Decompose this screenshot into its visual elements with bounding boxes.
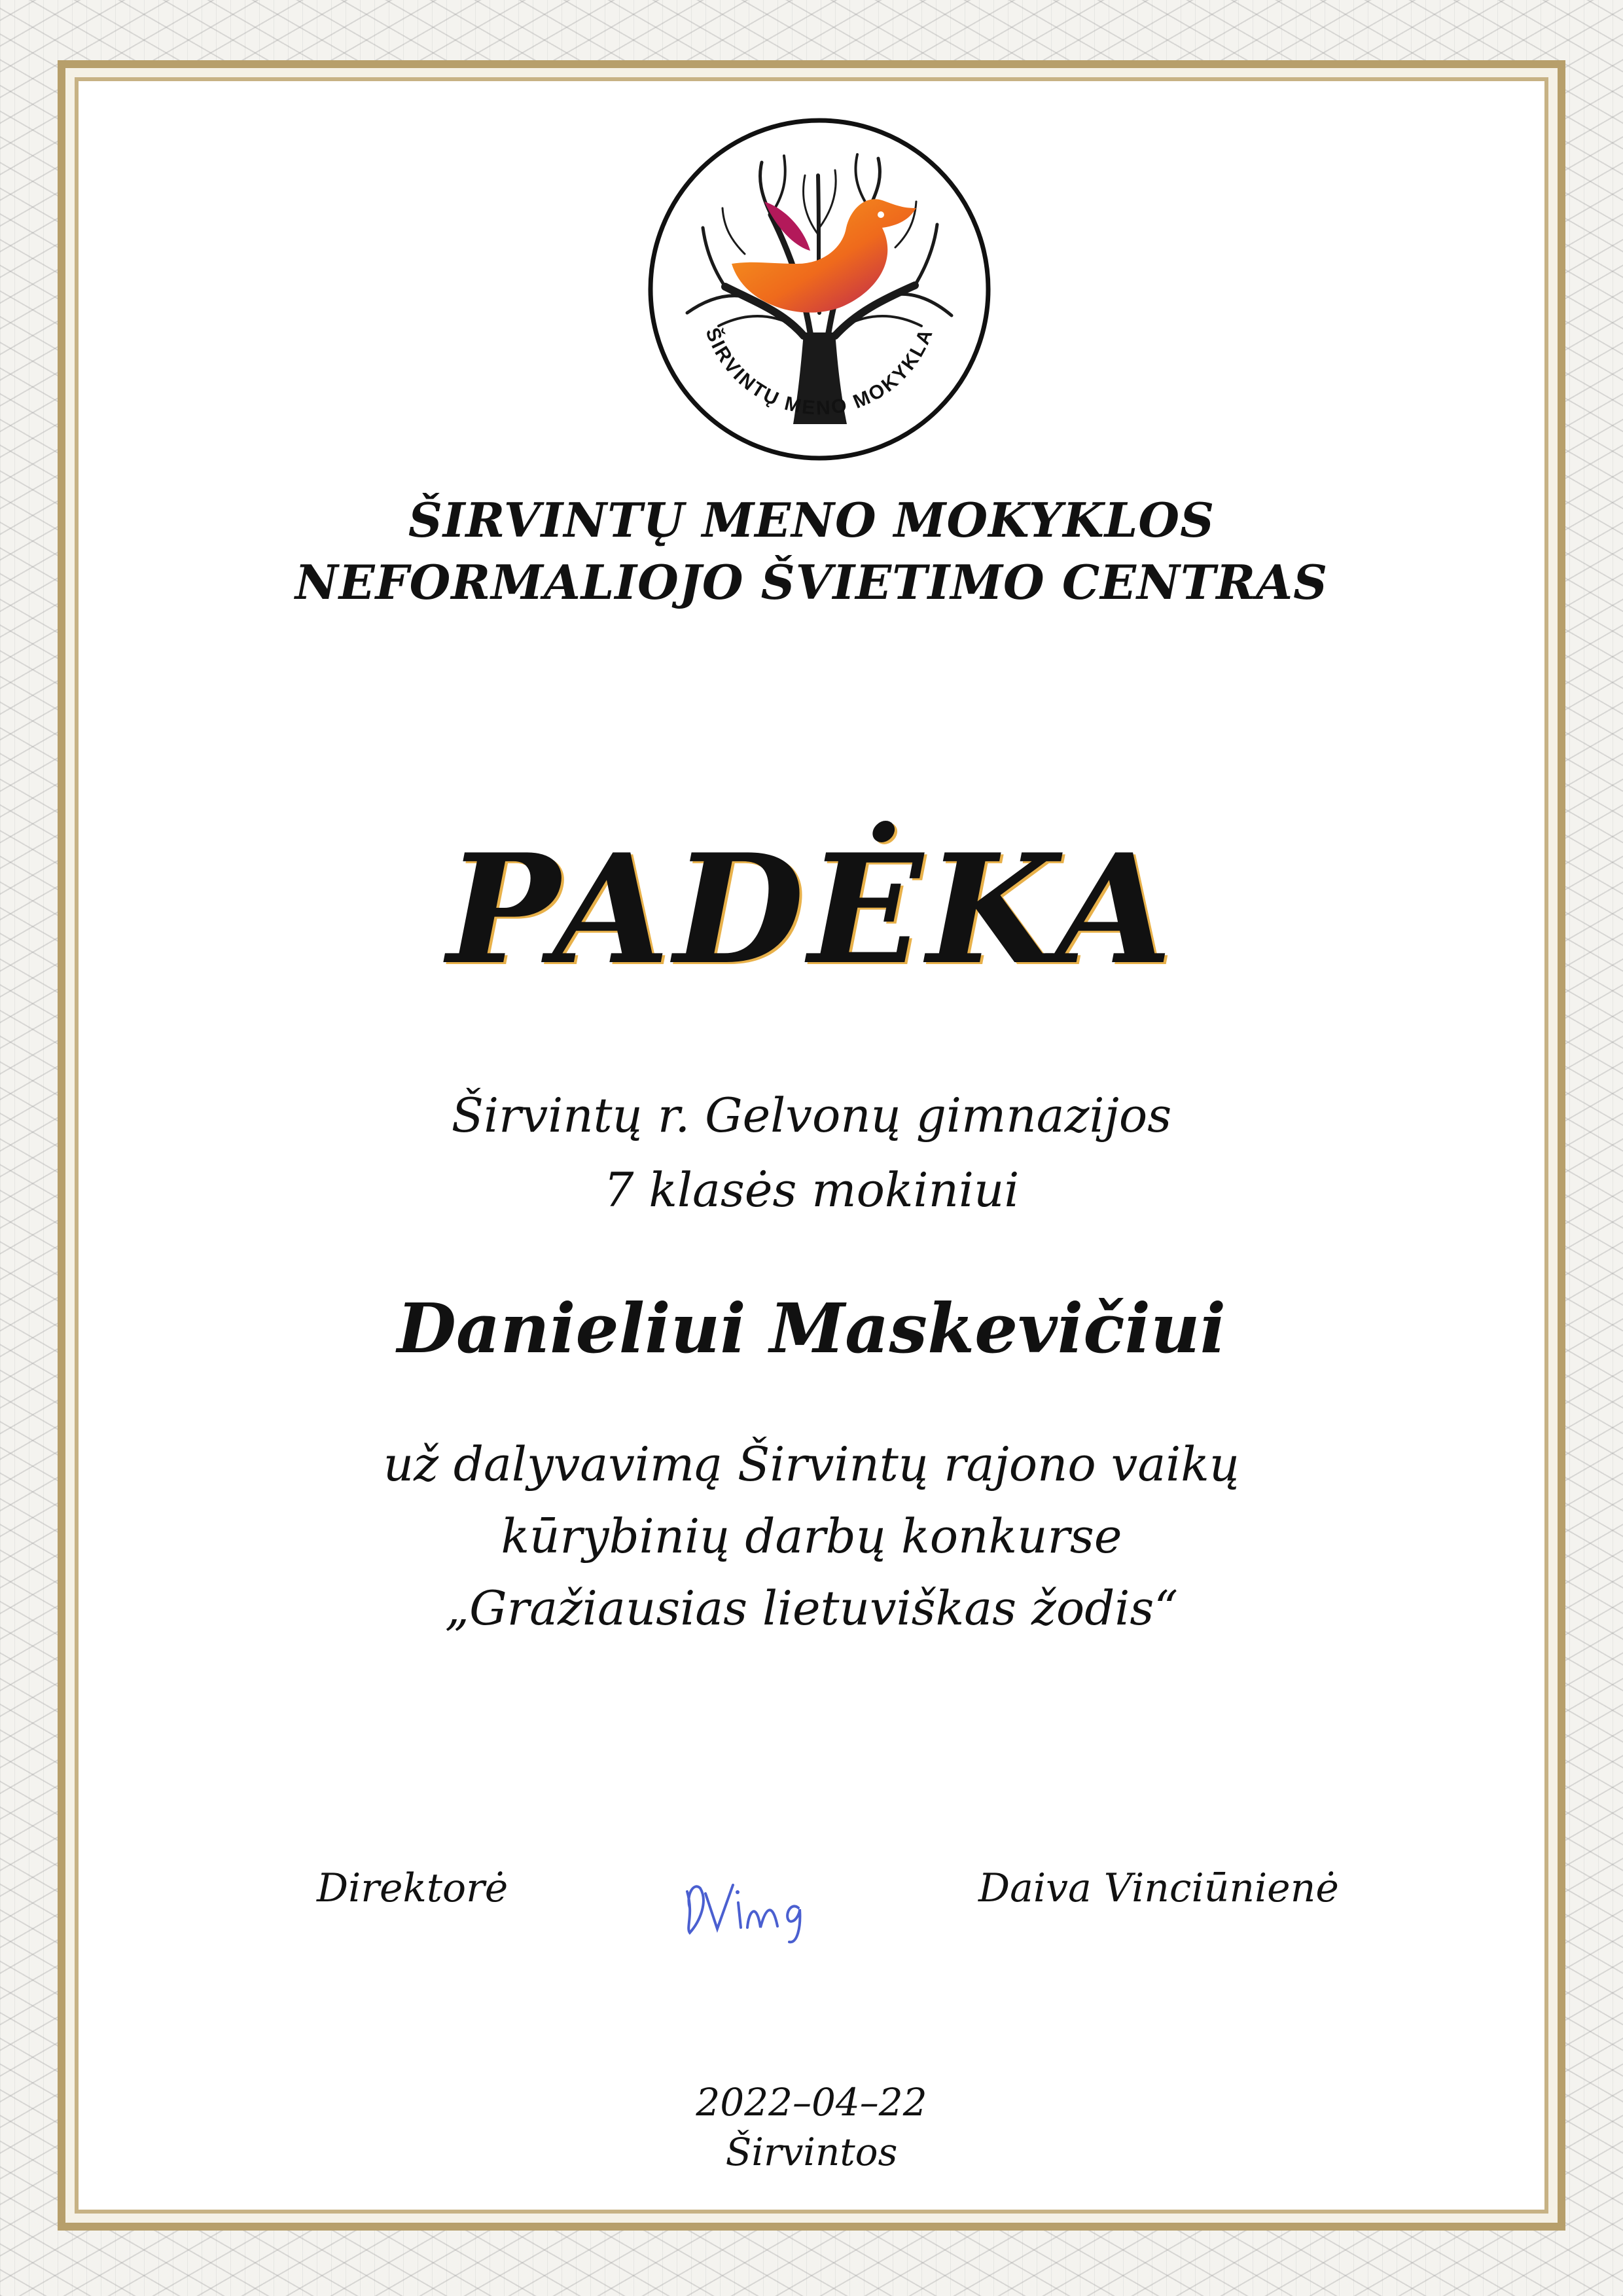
recipient-class: 7 klasės mokiniui [603,1162,1020,1217]
institution-line-1: ŠIRVINTŲ MENO MOKYKLOS [408,492,1215,548]
document-place: Širvintos [725,2130,898,2174]
institution-line-2: NEFORMALIOJO ŠVIETIMO CENTRAS [294,554,1329,610]
school-logo [647,117,992,462]
handwritten-signature [674,1856,818,1947]
reason-line-2: kūrybinių darbų konkurse [501,1509,1122,1564]
document-date: 2022–04–22 [696,2080,927,2125]
recipient-school: Širvintų r. Gelvonų gimnazijos [451,1088,1172,1143]
signature-role: Direktorė [317,1865,508,1911]
certificate-title: PADĖKA [446,821,1177,998]
signer-name: Daiva Vinciūnienė [978,1865,1339,1911]
recipient-name: Danieliui Maskevičiui [397,1288,1226,1369]
logo-ring-text: ŠIRVINTŲ MENO MOKYKLA [701,325,938,420]
reason-line-3: „Gražiausias lietuviškas žodis“ [444,1581,1179,1636]
reason-line-1: už dalyvavimą Širvintų rajono vaikų [383,1437,1240,1492]
